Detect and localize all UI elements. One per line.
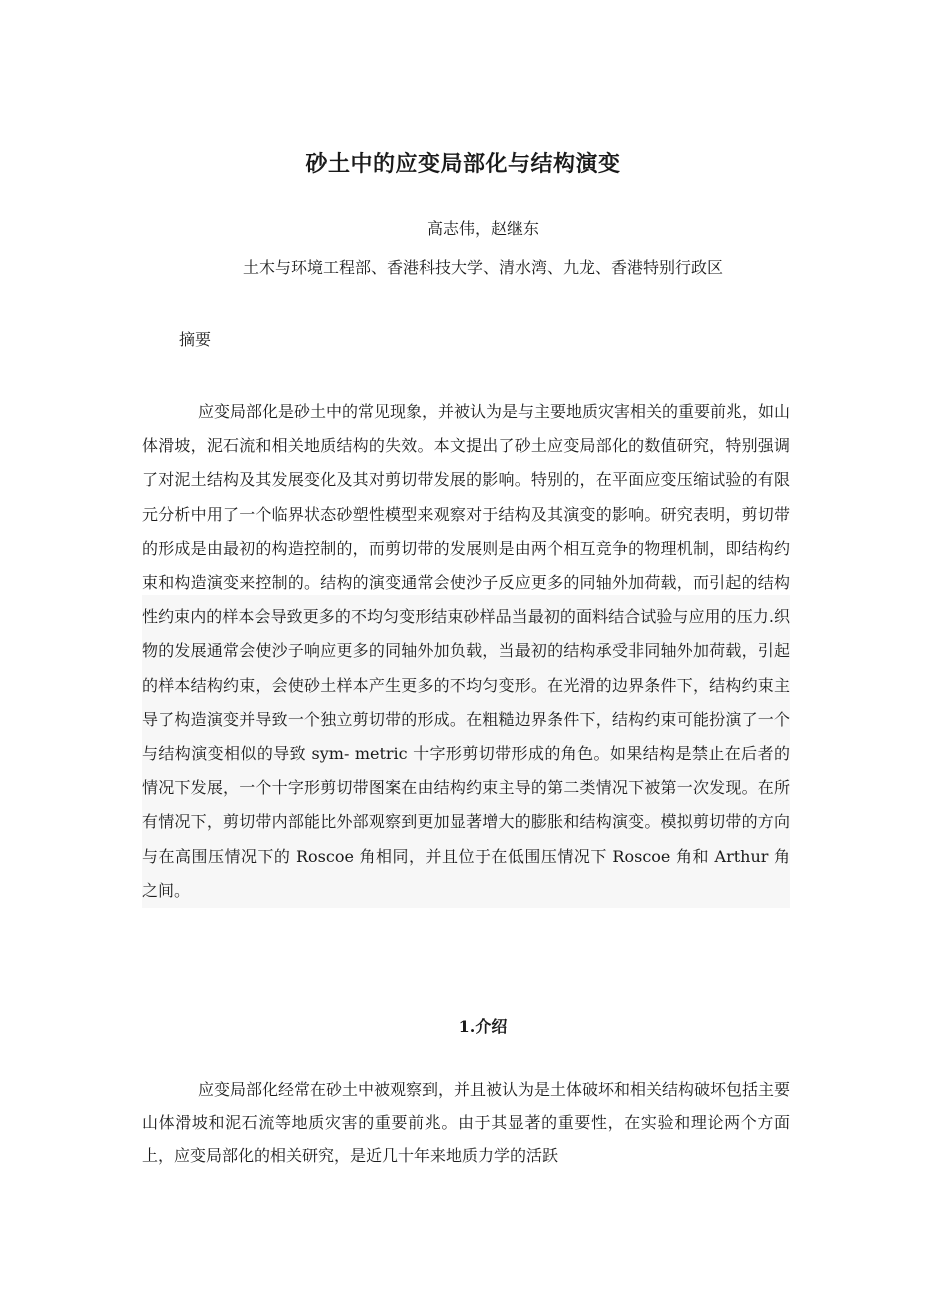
section-heading-introduction: 1.介绍: [458, 1017, 508, 1036]
paper-title: 砂土中的应变局部化与结构演变: [305, 152, 621, 177]
paper-authors: 高志伟，赵继东: [426, 219, 539, 238]
introduction-paragraph: 应变局部化经常在砂土中被观察到，并且被认为是土体破坏和相关结构破坏包括主要山体滑坡和泥石流等地质灾害的重要前兆。由于其显著的重要性，在实验和理论两个方面上，应变局部化的相关研究，是近几十年来地质力学的活跃: [142, 1080, 791, 1165]
abstract-heading: 摘要: [179, 330, 212, 349]
abstract-paragraph: 应变局部化是砂土中的常见现象，并被认为是与主要地质灾害相关的重要前兆，如山体滑坡，泥石流和相关地质结构的失效。本文提出了砂土应变局部化的数值研究，特别强调了对泥土结构及其发展变化及其对剪切带发展的影响。特别的，在平面应变压缩试验的有限元分析中用了一个临界状态砂塑性模型来观察对于结构及其演变的影响。研究表明，剪切带的形成是由最初的构造控制的，而剪切带的发展则是由两个相互竞争的物理机制，即结构约束和构造演变来控制的。结构的演变通常会使沙子反应更多的同轴外加荷载，而引起的结构性约束内的样本会导致更多的不均匀变形结束砂样品当最初的面料结合试验与应用的压力.织物的发展通常会使沙子响应更多的同轴外加负载，当最初的结构承受非同轴外加荷载，引起的样本结构约束，会使砂土样本产生更多的不均匀变形。在光滑的边界条件下，结构约束主导了构造演变并导致一个独立剪切带的形成。在粗糙边界条件下，结构约束可能扮演了一个与结构演变相似的导致 sym- metric 十字形剪切带形成的角色。如果结构是禁止在后者的情况下发展，一个十字形剪切带图案在由结构约束主导的第二类情况下被第一次发现。在所有情况下，剪切带内部能比外部观察到更加显著增大的膨胀和结构演变。模拟剪切带的方向与在高围压情况下的 Roscoe 角相同，并且位于在低围压情况下 Roscoe 角和 Arthur 角之间。: [142, 395, 790, 908]
paper-affiliation: 土木与环境工程部、香港科技大学、清水湾、九龙、香港特别行政区: [242, 258, 723, 277]
